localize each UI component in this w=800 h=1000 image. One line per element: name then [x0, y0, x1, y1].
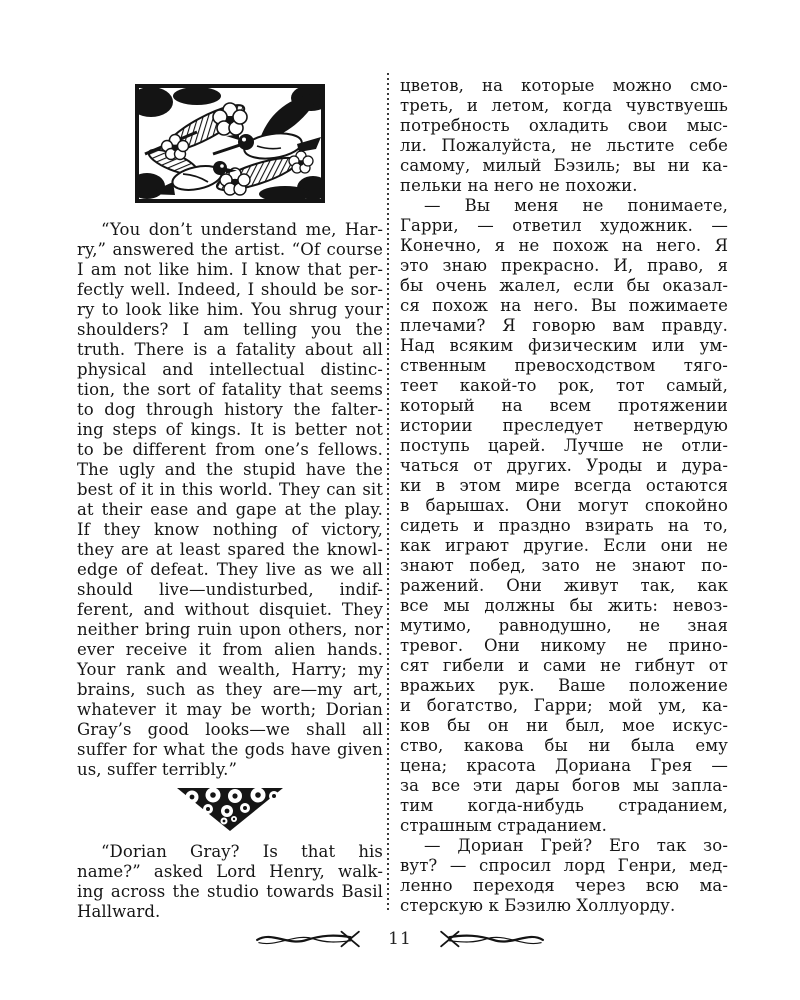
text-line: Гарри, — ответил художник. —	[400, 216, 728, 235]
text-line: to dog through history the falter-	[77, 400, 383, 419]
text-line: — Дориан Грей? Его так зо-	[424, 836, 728, 855]
text-line: truth. There is a fatality about all	[77, 340, 383, 359]
text-line: стерскую к Бэзилю Холлуорду.	[400, 896, 676, 915]
text-line: “Dorian Gray? Is that his	[101, 842, 383, 861]
text-line: ing steps of kings. It is better not	[77, 420, 383, 439]
text-line: все мы должны бы жить: невоз-	[400, 596, 728, 615]
text-line: в барышах. Они могут спокойно	[400, 496, 728, 515]
text-line: suffer for what the gods have given	[77, 740, 383, 759]
text-line: ferent, and without disquiet. They	[77, 600, 383, 619]
text-line: тим когда-нибудь страданием,	[400, 796, 728, 815]
page-footer	[0, 928, 800, 950]
text-line: name?” asked Lord Henry, walk-	[77, 862, 383, 881]
text-line: сят гибели и сами не гибнут от	[400, 656, 728, 675]
text-line: to be different from one’s fellows.	[77, 440, 383, 459]
text-line: ков бы он ни был, мое искус-	[400, 716, 728, 735]
text-line: at their ease and gape at the play.	[77, 500, 383, 519]
text-line: Gray’s good looks—we shall all	[77, 720, 383, 739]
text-line: ry,” answered the artist. “Of course	[77, 240, 383, 259]
page-number: 11	[388, 929, 412, 949]
text-line: ленно переходя через всю ма-	[400, 876, 728, 895]
text-line: ство, какова бы ни была ему	[400, 736, 728, 755]
text-line: Hallward.	[77, 902, 161, 921]
text-line: это знаю прекрасно. И, право, я	[400, 256, 728, 275]
russian-paragraph-2	[400, 196, 728, 836]
text-line: shoulders? I am telling you the	[77, 320, 383, 339]
text-line: за все эти дары богов мы запла-	[400, 776, 728, 795]
text-line: I am not like him. I know that per-	[77, 260, 383, 279]
text-line: ражений. Они живут так, как	[400, 576, 728, 595]
russian-column	[400, 76, 728, 916]
text-line: best of it in this world. They can sit	[77, 480, 383, 499]
text-line: который на всем протяжении	[400, 396, 728, 415]
text-line: вражьих рук. Ваше положение	[400, 676, 728, 695]
birds-flowers-vignette	[135, 84, 325, 203]
text-line: Конечно, я не похож на него. Я	[400, 236, 728, 255]
text-line: tion, the sort of fatality that seems	[77, 380, 383, 399]
text-line: us, suffer terribly.”	[77, 760, 237, 779]
english-paragraph-1	[77, 220, 383, 780]
text-line: истории преследует нетвердую	[400, 416, 728, 435]
text-line: If they know nothing of victory,	[77, 520, 383, 539]
text-line: как играют другие. Если они не	[400, 536, 728, 555]
english-column	[77, 84, 383, 922]
text-line: brains, such as they are—my art,	[77, 680, 383, 699]
text-line: потребность охладить свои мыс-	[400, 116, 728, 135]
text-line: знают побед, зато не знают по-	[400, 556, 728, 575]
text-line: edge of defeat. They live as we all	[77, 560, 383, 579]
text-line: самому, милый Бэзиль; вы ни ка-	[400, 156, 728, 175]
text-line: they are at least spared the knowl-	[77, 540, 383, 559]
text-line: цена; красота Дориана Грея —	[400, 756, 728, 775]
text-line: neither bring ruin upon others, nor	[77, 620, 383, 639]
text-line: fectly well. Indeed, I should be sor-	[77, 280, 383, 299]
english-paragraph-2	[77, 842, 383, 922]
footer-flourish-left	[252, 928, 364, 950]
text-line: The ugly and the stupid have the	[77, 460, 383, 479]
text-line: чаться от других. Уроды и дура-	[400, 456, 728, 475]
text-line: ственным превосходством тяго-	[400, 356, 728, 375]
text-line: плечами? Я говорю вам правду.	[400, 316, 728, 335]
text-line: пельки на него не похожи.	[400, 176, 638, 195]
text-line: вут? — спросил лорд Генри, мед-	[400, 856, 728, 875]
text-line: цветов, на которые можно смо-	[400, 76, 728, 95]
text-line: и богатство, Гарри; мой ум, ка-	[400, 696, 728, 715]
text-line: Над всяким физическим или ум-	[400, 336, 728, 355]
text-line: сидеть и праздно взирать на то,	[400, 516, 728, 535]
dotted-column-divider	[387, 73, 389, 913]
text-line: “You don’t understand me, Har-	[101, 220, 383, 239]
text-line: ки в этом мире всегда остаются	[400, 476, 728, 495]
text-line: ry to look like him. You shrug your	[77, 300, 383, 319]
text-line: теет какой-то рок, тот самый,	[400, 376, 728, 395]
russian-paragraph-3	[400, 836, 728, 916]
text-line: поступь царей. Лучше не отли-	[400, 436, 728, 455]
text-line: ever receive it from alien hands.	[77, 640, 383, 659]
russian-paragraph-1	[400, 76, 728, 196]
text-line: треть, и летом, когда чувствуешь	[400, 96, 728, 115]
text-line: тревог. Они никому не прино-	[400, 636, 728, 655]
text-line: — Вы меня не понимаете,	[424, 196, 728, 215]
text-line: бы очень жалел, если бы оказал-	[400, 276, 728, 295]
triangle-rose-vignette	[176, 786, 284, 832]
text-line: страшным страданием.	[400, 816, 607, 835]
text-line: мутимо, равнодушно, не зная	[400, 616, 728, 635]
footer-flourish-right	[436, 928, 548, 950]
text-line: ся похож на него. Вы пожимаете	[400, 296, 728, 315]
text-line: should live—undisturbed, indif-	[77, 580, 383, 599]
text-line: ing across the studio towards Basil	[77, 882, 383, 901]
text-line: physical and intellectual distinc-	[77, 360, 383, 379]
text-line: ли. Пожалуйста, не льстите себе	[400, 136, 728, 155]
text-line: Your rank and wealth, Harry; my	[77, 660, 383, 679]
text-line: whatever it may be worth; Dorian	[77, 700, 383, 719]
